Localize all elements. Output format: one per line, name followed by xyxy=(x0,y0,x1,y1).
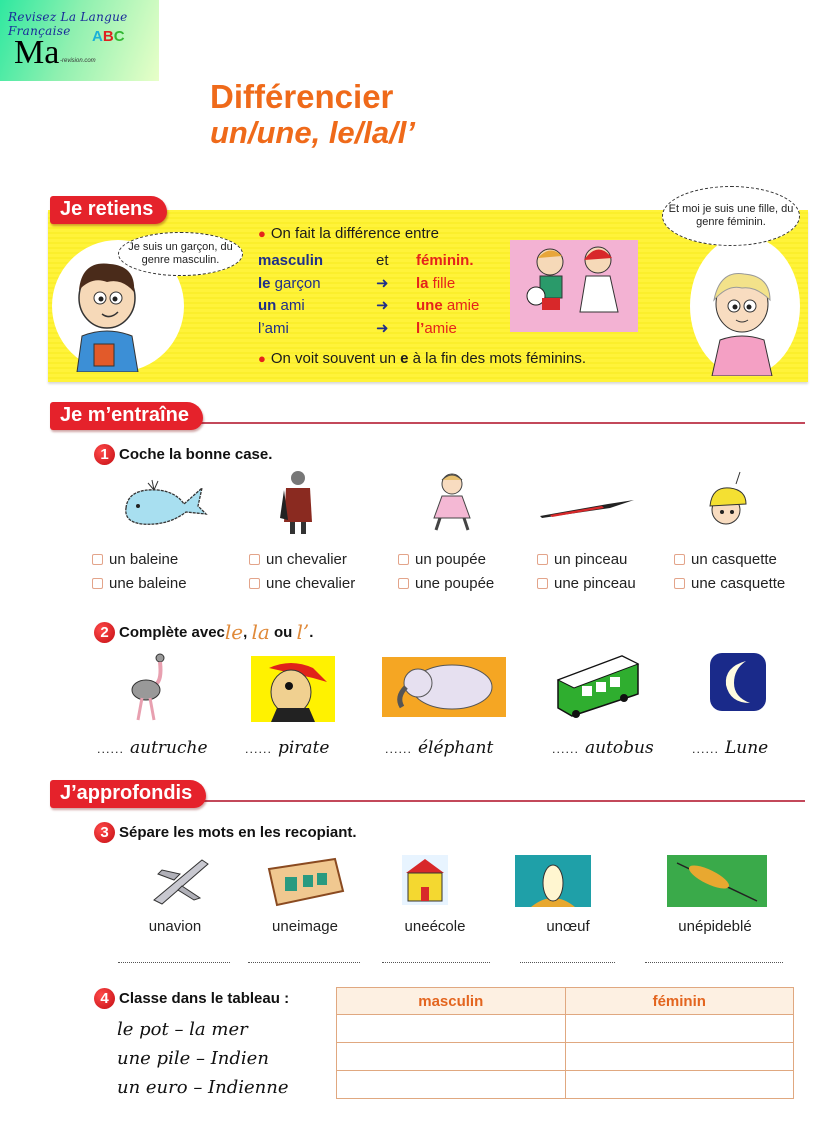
exercise-number-badge: 3 xyxy=(94,822,115,843)
choice-group xyxy=(92,548,187,596)
checkbox[interactable] xyxy=(537,554,548,565)
section-divider xyxy=(170,800,805,802)
wheat-illustration xyxy=(667,855,767,907)
answer-line[interactable] xyxy=(118,962,230,963)
words-to-classify: le pot – la mer une pile – Indien un euro – Indienne xyxy=(117,1019,289,1098)
table-cell[interactable] xyxy=(565,1015,794,1043)
section-retiens: Je retiens xyxy=(50,196,167,224)
fill-in-elephant[interactable]: ...... éléphant xyxy=(385,738,494,758)
fill-in-pirate[interactable]: ...... pirate xyxy=(245,738,330,758)
fill-in-autobus[interactable]: ...... autobus xyxy=(552,738,654,758)
column-header-masculin: masculin xyxy=(337,988,566,1015)
classification-table xyxy=(336,987,794,1099)
girl-circle xyxy=(690,236,800,376)
table-row xyxy=(337,1071,794,1099)
arrow-right-icon: ➜ xyxy=(376,297,389,314)
title-line-2: un/une, le/la/l’ xyxy=(210,115,415,150)
table-cell[interactable] xyxy=(337,1071,566,1099)
choice-option[interactable]: un chevalier xyxy=(249,548,355,572)
rule-1: ● On fait la différence entre xyxy=(258,225,440,242)
choice-option[interactable]: une pinceau xyxy=(537,572,636,596)
word-to-separate: unavion xyxy=(148,918,202,935)
word-to-separate: unépideblé xyxy=(678,918,752,935)
table-cell[interactable] xyxy=(337,1043,566,1071)
table-cell[interactable] xyxy=(565,1043,794,1071)
paintbrush-illustration xyxy=(538,496,638,520)
page-title xyxy=(210,80,415,148)
elephant-illustration xyxy=(382,657,506,717)
example-row: le garçon ➜ la fille xyxy=(258,273,479,296)
title-line-1: Différencier xyxy=(210,78,394,115)
column-header-feminin: féminin xyxy=(565,988,794,1015)
checkbox[interactable] xyxy=(674,554,685,565)
answer-line[interactable] xyxy=(645,962,783,963)
pirate-illustration xyxy=(251,656,335,722)
choice-group xyxy=(249,548,355,596)
table-row xyxy=(337,1043,794,1071)
doll-illustration xyxy=(430,470,474,532)
exercise-1-title: 1 Coche la bonne case. xyxy=(94,444,272,465)
bus-illustration xyxy=(552,650,644,720)
checkbox[interactable] xyxy=(92,554,103,565)
moon-illustration xyxy=(710,653,766,711)
exercise-4-title: 4 Classe dans le tableau : xyxy=(94,988,289,1009)
site-logo xyxy=(0,0,159,81)
choice-group xyxy=(537,548,636,596)
arrow-right-icon: ➜ xyxy=(376,319,389,337)
knight-illustration xyxy=(278,468,318,536)
logo-tagline: Revisez La Langue Française xyxy=(8,10,128,38)
section-divider xyxy=(180,422,805,424)
airplane-illustration xyxy=(148,852,212,906)
exercise-number-badge: 2 xyxy=(94,622,115,643)
checkbox[interactable] xyxy=(249,578,260,589)
boy-speech-bubble: Je suis un garçon, du genre masculin. xyxy=(118,232,243,276)
exercise-3-title: 3 Sépare les mots en les recopiant. xyxy=(94,822,357,843)
example-row: masculin et féminin. xyxy=(258,252,474,269)
choice-option[interactable]: une baleine xyxy=(92,572,187,596)
logo-brand: Ma xyxy=(14,34,60,71)
kids-illustration xyxy=(510,240,638,332)
checkbox[interactable] xyxy=(674,578,685,589)
girl-illustration xyxy=(690,236,800,376)
logo-site: -revision.com xyxy=(60,58,96,64)
whale-illustration xyxy=(118,478,208,533)
choice-option[interactable]: une casquette xyxy=(674,572,785,596)
choice-option[interactable]: un baleine xyxy=(92,548,187,572)
choice-option[interactable]: un casquette xyxy=(674,548,785,572)
table-row xyxy=(337,1015,794,1043)
choice-group xyxy=(398,548,494,596)
checkbox[interactable] xyxy=(92,578,103,589)
fill-in-autruche[interactable]: ...... autruche xyxy=(97,738,208,758)
bullet-icon: ● xyxy=(258,351,266,366)
word-to-separate: uneimage xyxy=(272,918,338,935)
image-illustration xyxy=(265,857,345,907)
choice-option[interactable]: un pinceau xyxy=(537,548,636,572)
choice-option[interactable]: un poupée xyxy=(398,548,494,572)
egg-illustration xyxy=(515,855,591,907)
checkbox[interactable] xyxy=(249,554,260,565)
cap-illustration xyxy=(702,470,752,535)
choice-option[interactable]: une poupée xyxy=(398,572,494,596)
choice-option[interactable]: une chevalier xyxy=(249,572,355,596)
rule-2: ● On voit souvent un e à la fin des mots féminins. xyxy=(258,350,587,367)
word-to-separate: uneécole xyxy=(404,918,466,935)
example-row: l’ami ➜ l’amie xyxy=(258,318,479,341)
answer-line[interactable] xyxy=(520,962,615,963)
exercise-number-badge: 4 xyxy=(94,988,115,1009)
bullet-icon: ● xyxy=(258,226,266,241)
gender-examples xyxy=(258,250,479,340)
section-entraine: Je m’entraîne xyxy=(50,402,203,430)
fill-in-lune[interactable]: ...... Lune xyxy=(692,738,769,758)
checkbox[interactable] xyxy=(537,578,548,589)
choice-group xyxy=(674,548,785,596)
arrow-right-icon: ➜ xyxy=(376,274,389,292)
word-to-separate: unœuf xyxy=(546,918,590,935)
ostrich-illustration xyxy=(128,650,178,722)
abc-icon: ABC xyxy=(92,28,125,45)
checkbox[interactable] xyxy=(398,578,409,589)
example-row: un ami ➜ une amie xyxy=(258,295,479,318)
exercise-2-title: 2 Complète avec le , la ou l’ . xyxy=(94,620,313,644)
table-cell[interactable] xyxy=(565,1071,794,1099)
checkbox[interactable] xyxy=(398,554,409,565)
school-illustration xyxy=(402,855,448,905)
section-approfondis: J’approfondis xyxy=(50,780,206,808)
answer-line[interactable] xyxy=(248,962,360,963)
answer-line[interactable] xyxy=(382,962,490,963)
exercise-number-badge: 1 xyxy=(94,444,115,465)
table-cell[interactable] xyxy=(337,1015,566,1043)
girl-speech-bubble: Et moi je suis une fille, du genre féminin. xyxy=(662,186,800,246)
